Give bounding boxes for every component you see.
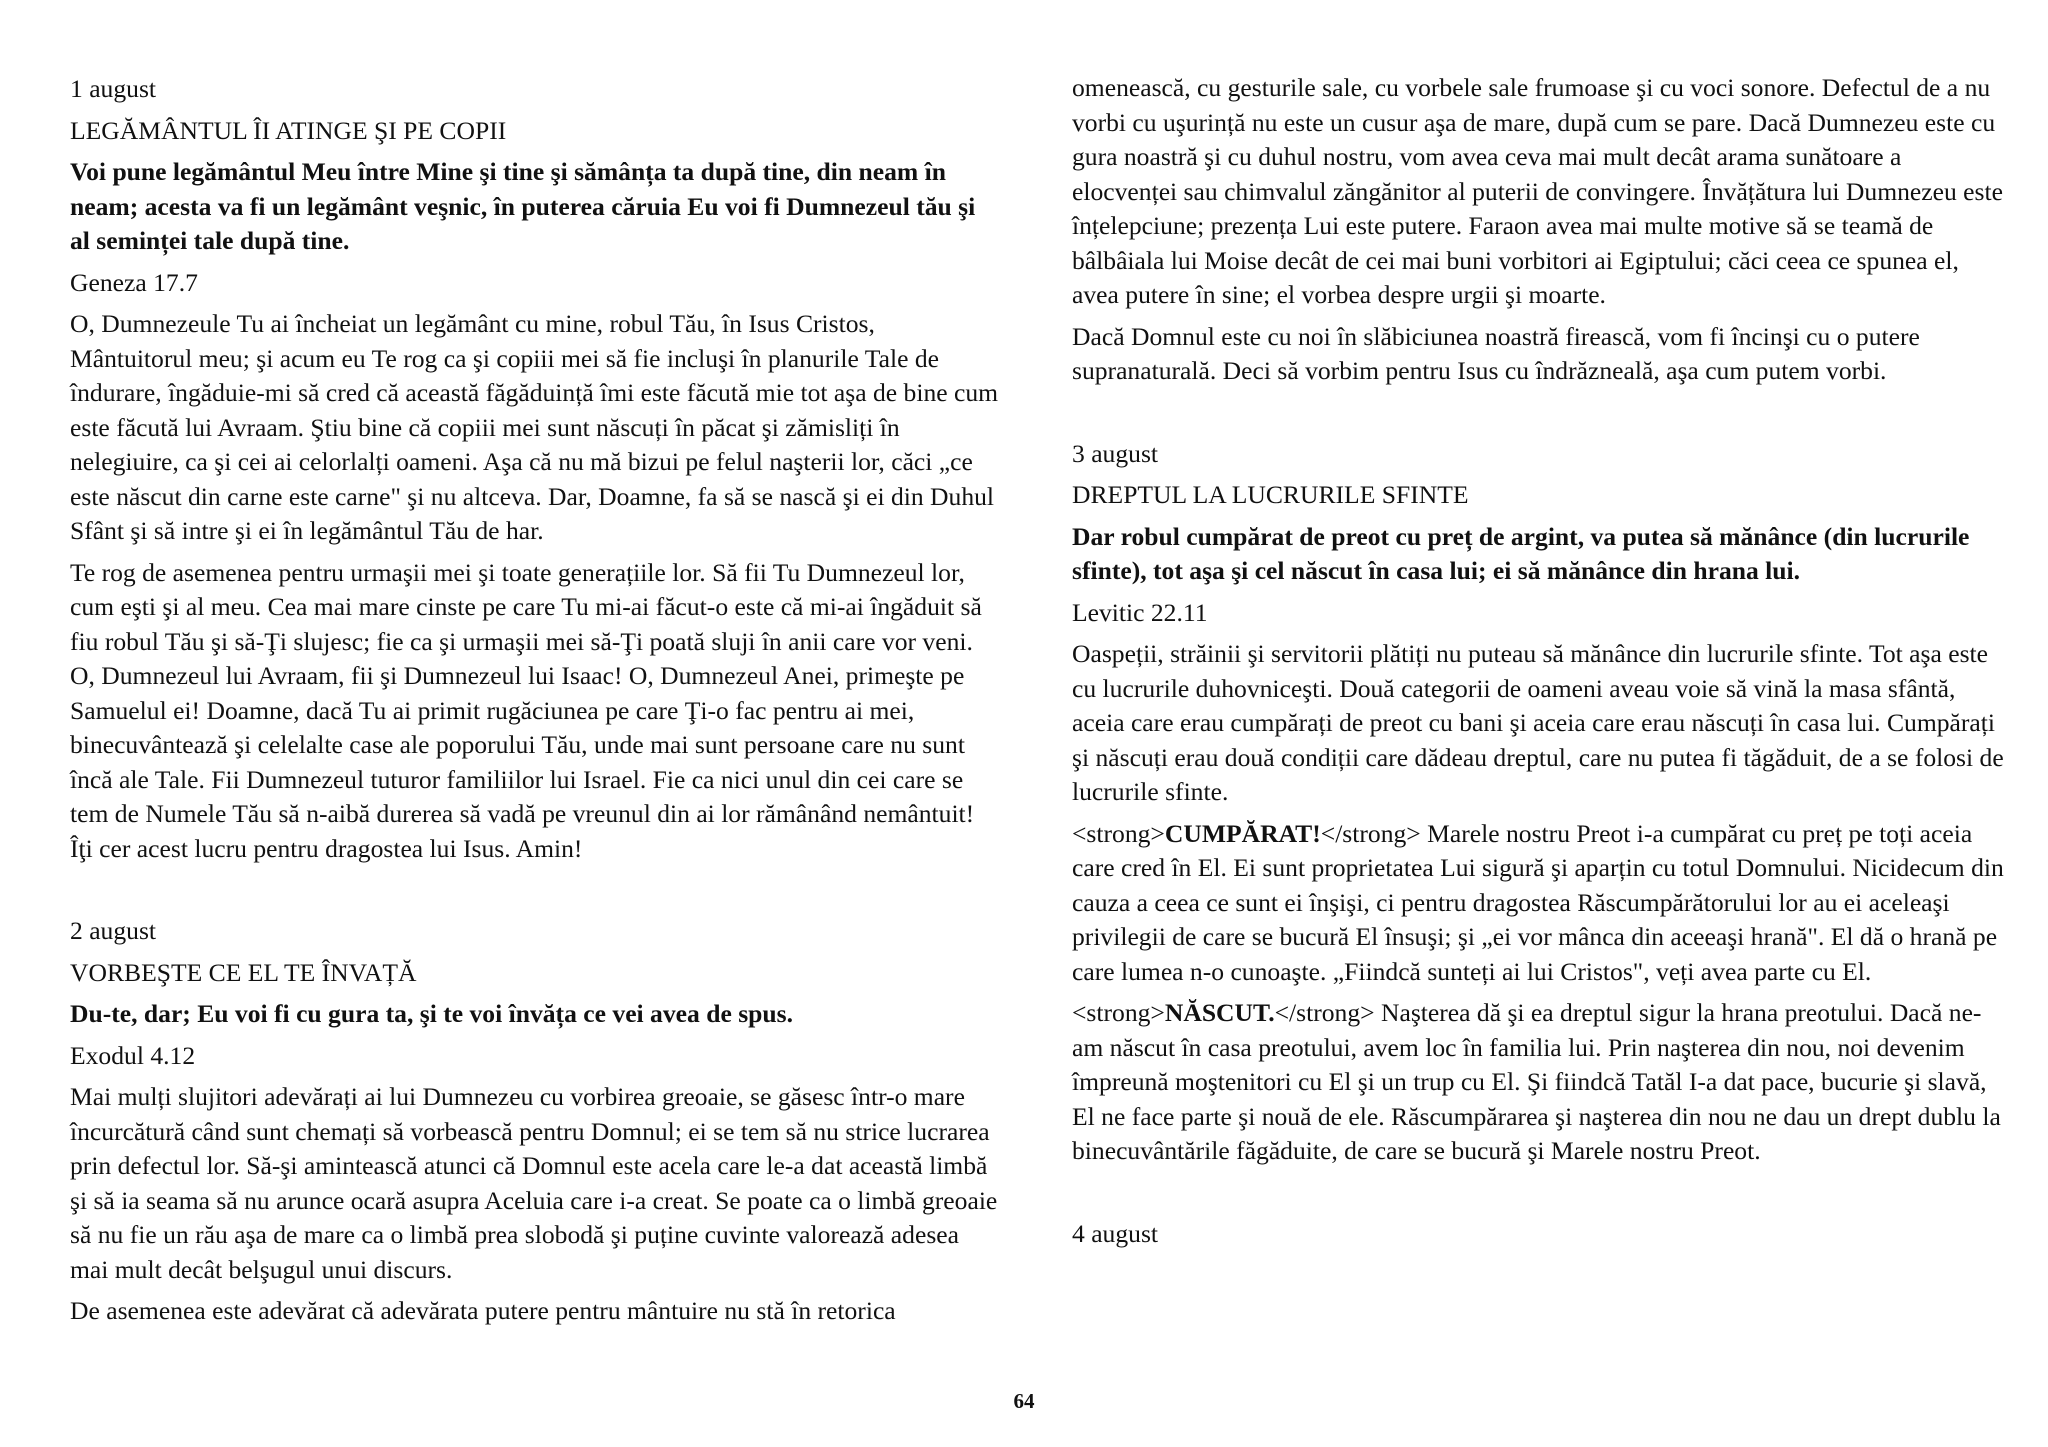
bold-keyword: NĂSCUT. [1164, 998, 1275, 1027]
entry-paragraph [1072, 996, 2007, 1169]
literal-tag: </strong> [1320, 818, 1421, 848]
entry-separator [70, 873, 1000, 914]
entry-title: DREPTUL LA LUCRURILE SFINTE [1072, 480, 1469, 509]
entry-date: 4 august [1072, 1218, 1159, 1248]
entry-paragraph: Oaspeții, străinii şi servitorii plătiți nu puteau să mănânce din lucrurile sfinte. Tot aşa este cu lucrurile duhovniceşti. Două categorii de oameni aveau voie să vină la masa sfântă, aceia care erau cumpărați de preot cu bani şi aceia care erau născuți în casa lui. Cumpărați şi născuți erau două condiții care dădeau dreptul, care nu putea fi tăgăduit, de a se folosi de lucrurile sfinte. [1072, 639, 2004, 806]
entry-verse: Voi pune legământul Meu între Mine şi tine şi sămânța ta după tine, din neam în neam; acesta va fi un legământ veşnic, în puterea căruia Eu voi fi Dumnezeul tău şi al seminței tale după tine. [70, 157, 976, 255]
entry-separator [1072, 396, 2007, 437]
entry-verse: Du-te, dar; Eu voi fi cu gura ta, şi te voi învăța ce vei avea de spus. [70, 999, 793, 1028]
entry-separator [1072, 1176, 2007, 1217]
entry-date: 1 august [70, 74, 157, 103]
entry-verse: Dar robul cumpărat de preot cu preț de argint, va putea să mănânce (din lucrurile sfinte), tot aşa şi cel născut în casa lui; ei să mănânce din hrana lui. [1072, 521, 1970, 585]
literal-tag: </strong> [1274, 998, 1375, 1027]
entry-date: 2 august [70, 916, 157, 945]
entry-reference: Levitic 22.11 [1072, 597, 1208, 627]
literal-tag: <strong> [1072, 818, 1165, 848]
entry-paragraph: Mai mulți slujitori adevărați ai lui Dumnezeu cu vorbirea greoaie, se găsesc într-o mare încurcătură când sunt chemați să vorbească pentru Domnul; ei se tem să nu strice lucrarea prin defectul lor. Să-şi amintească atunci că Domnul este acela care le-a dat această limbă şi să ia seama să nu arunce ocară asupra Aceluia care i-a creat. Se poate ca o limbă greoaie să nu fie un rău aşa de mare ca o limbă prea slobodă şi puține cuvinte valorează adesea mai mult decât belşugul unui discurs. [70, 1082, 998, 1284]
paragraph-text: Marele nostru Preot i-a cumpărat cu preț pe toți aceia care cred în El. Ei sunt proprietatea Lui sigură şi aparțin cu totul Domnului. Nicidecum din cauza a ceea ce sunt ei înşişi, ci pentru dragostea Răscumpărătorului lor au ei aceleaşi privilegii de care se bucură El însuşi; şi „ei vor mânca din aceeaşi hrană". El dă o hrană pe care lumea n-o cunoaşte. „Fiindcă sunteți ai lui Cristos", veți avea parte cu El. [1072, 818, 2004, 986]
entry-paragraph: De asemenea este adevărat că adevărata putere pentru mântuire nu stă în retorica [70, 1296, 896, 1325]
entry-title: VORBEŞTE CE EL TE ÎNVAȚĂ [70, 957, 417, 987]
entry-paragraph: Dacă Domnul este cu noi în slăbiciunea noastră firească, vom fi încinşi cu o putere supranaturală. Deci să vorbim pentru Isus cu îndrăzneală, aşa cum putem vorbi. [1072, 321, 1920, 385]
left-column [70, 72, 1000, 1336]
literal-tag: <strong> [1072, 998, 1165, 1027]
entry-date: 3 august [1072, 438, 1159, 468]
entry-paragraph: omenească, cu gesturile sale, cu vorbele sale frumoase şi cu voci sonore. Defectul de a nu vorbi cu uşurință nu este un cusur aşa de mare, după cum se pare. Dacă Dumnezeu este cu gura noastră şi cu duhul nostru, vom avea ceva mai mult decât arama sunătoare a elocvenței sau chimvalul zăngănitor al puterii de convingere. Învățătura lui Dumnezeu este înțelepciune; prezența Lui este putere. Faraon avea mai multe motive să se teamă de bâlbâiala lui Moise decât de cei mai buni vorbitori ai Egiptului; căci ceea ce spunea el, avea putere în sine; el vorbea despre urgii şi moarte. [1072, 73, 2003, 309]
paragraph-text: Naşterea dă şi ea dreptul sigur la hrana preotului. Dacă ne-am născut în casa preotului, avem loc în familia lui. Prin naşterea din nou, noi devenim împreună moştenitori cu El şi un trup cu El. Şi fiindcă Tatăl I-a dat pace, bucurie şi slavă, El ne face parte şi nouă de ele. Răscumpărarea şi naşterea din nou ne dau un drept dublu la binecuvântările făgăduite, de care se bucură şi Marele nostru Preot. [1072, 998, 2001, 1165]
entry-paragraph: O, Dumnezeule Tu ai încheiat un legământ cu mine, robul Tău, în Isus Cristos, Mântuitorul meu; şi acum eu Te rog ca şi copiii mei să fie incluşi în planurile Tale de îndurare, îngăduie-mi să cred că această făgăduință îmi este făcută mie tot aşa de bine cum este făcută lui Avraam. Ştiu bine că copiii mei sunt născuți în păcat şi zămisliți în nelegiuire, ca şi cei ai celorlalți oameni. Aşa că nu mă bizui pe felul naşterii lor, căci „ce este născut din carne este carne" şi nu altceva. Dar, Doamne, fa să se nască şi ei din Duhul Sfânt şi să intre şi ei în legământul Tău de har. [70, 309, 999, 545]
entry-title: LEGĂMÂNTUL ÎI ATINGE ŞI PE COPII [70, 115, 507, 145]
right-column [1072, 71, 2007, 1258]
entry-paragraph [1072, 817, 2007, 990]
bold-keyword: CUMPĂRAT! [1164, 818, 1321, 848]
entry-reference: Exodul 4.12 [70, 1040, 196, 1070]
page-number: 64 [1013, 1389, 1035, 1413]
entry-paragraph: Te rog de asemenea pentru urmaşii mei şi toate generațiile lor. Să fii Tu Dumnezeul lor, cum eşti şi al meu. Cea mai mare cinste pe care Tu mi-ai făcut-o este că mi-ai îngăduit să fiu robul Tău şi să-Ţi slujesc; fie ca şi urmaşii mei să-Ţi poată sluji în anii care vor veni. O, Dumnezeul lui Avraam, fii şi Dumnezeul lui Isaac! O, Dumnezeul Anei, primeşte pe Samuelul ei! Doamne, dacă Tu ai primit rugăciunea pe care Ţi-o fac pentru ai mei, binecuvântează şi celelalte case ale poporului Tău, unde mai sunt persoane care nu sunt încă ale Tale. Fii Dumnezeul tuturor familiilor lui Israel. Fie ca nici unul din cei care se tem de Numele Tău să n-aibă durerea să vadă pe vreunul din ai lor rămânând nemântuit! Îţi cer acest lucru pentru dragostea lui Isus. Amin! [70, 557, 982, 863]
entry-reference: Geneza 17.7 [70, 267, 198, 297]
